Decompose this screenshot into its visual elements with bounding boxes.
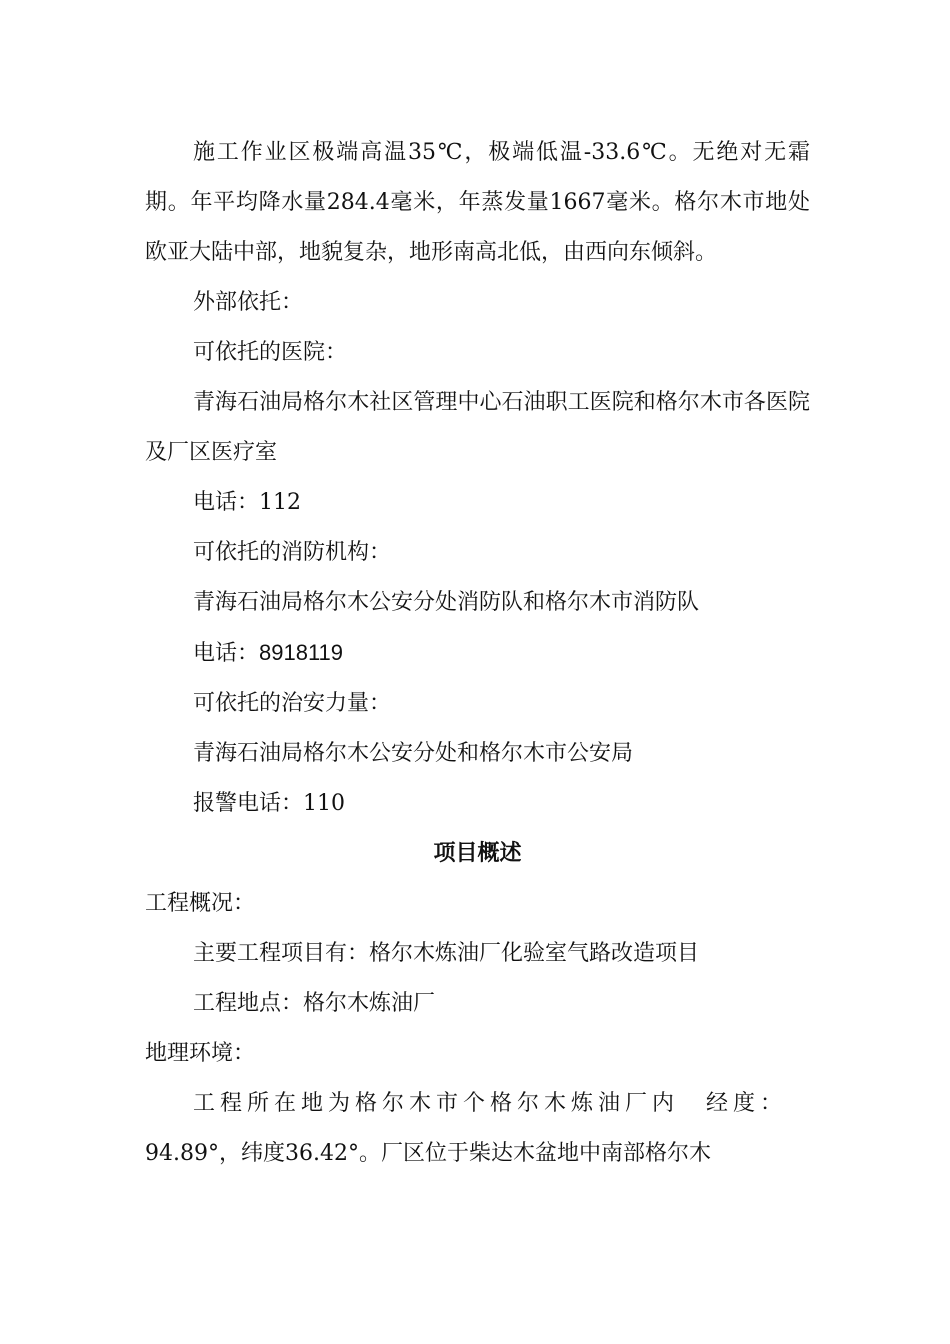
- document-body: [145, 128, 810, 1179]
- project-overview-label: 工程概况：: [145, 891, 256, 916]
- fire-phone-label: 电话：: [193, 641, 260, 666]
- main-project: 主要工程项目有：格尔木炼油厂化验室气路改造项目: [193, 941, 700, 966]
- fire-phone: [145, 628, 810, 679]
- hospital-label: 可依托的医院：: [193, 340, 348, 365]
- geo-line-2: 94.89°，纬度36.42°。厂区位于柴达木盆地中南部格尔木: [145, 1141, 711, 1166]
- geo-line-1: 工程所在地为格尔木市个格尔木炼油厂内 经度：: [193, 1091, 788, 1116]
- project-location: 工程地点：格尔木炼油厂: [193, 991, 436, 1016]
- security-label: 可依托的治安力量：: [193, 691, 392, 716]
- fire-label: 可依托的消防机构：: [193, 540, 392, 565]
- police-phone: 报警电话：110: [193, 791, 345, 816]
- fire-phone-number: 8918119: [259, 640, 344, 665]
- geo-env-label: 地理环境：: [145, 1041, 256, 1066]
- climate-paragraph: 施工作业区极端高温35℃，极端低温-33.6℃。无绝对无霜期。年平均降水量284.4毫米，年蒸发量1667毫米。格尔木市地处欧亚大陆中部，地貌复杂，地形南高北低，由西向东倾斜。: [145, 140, 810, 265]
- hospital-text: 青海石油局格尔木社区管理中心石油职工医院和格尔木市各医院及厂区医疗室: [145, 390, 810, 465]
- hospital-phone: 电话：112: [193, 490, 301, 515]
- external-support-label: 外部依托：: [193, 290, 304, 315]
- fire-text: 青海石油局格尔木公安分处消防队和格尔木市消防队: [193, 590, 700, 615]
- section-heading: 项目概述: [433, 841, 522, 866]
- security-text: 青海石油局格尔木公安分处和格尔木市公安局: [193, 741, 634, 766]
